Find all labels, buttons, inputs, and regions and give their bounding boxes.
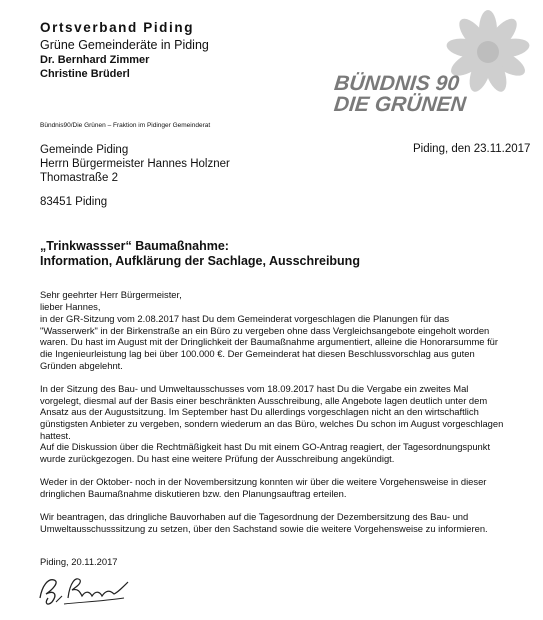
subject-line: „Trinkwassser“ Baumaßnahme: xyxy=(40,239,229,253)
text-line: Gründen abgelehnt. xyxy=(40,359,123,371)
text-line: günstigsten Anbieter zu vergeben, sondern wiederum an das Büro, welches Du schon im August vorgeschlagen xyxy=(40,418,504,430)
sender-line: Bündnis90/Die Grünen – Fraktion im Pidinger Gemeinderat xyxy=(40,122,211,129)
salutation-line: lieber Hannes, xyxy=(40,300,101,312)
paragraph xyxy=(40,476,532,499)
text-line: Umweltausschusssitzung zu setzen, über den Sachstand sowie die weitere Vorgehensweise zu informieren. xyxy=(40,522,488,534)
org-subtitle: Grüne Gemeinderäte in Piding xyxy=(40,38,209,52)
closing-place-date: Piding, 20.11.2017 xyxy=(40,556,118,567)
person-name: Dr. Bernhard Zimmer xyxy=(40,54,150,66)
logo-line2: DIE GRÜNEN xyxy=(332,93,468,116)
salutation xyxy=(40,289,532,312)
paragraph xyxy=(40,383,532,442)
text-line: vorgelegt, diesmal auf der Basis einer beschränkten Ausschreibung, alle Angebote lagen deutlich unter dem xyxy=(40,394,488,406)
text-line: in der GR-Sitzung vom 2.08.2017 hast Du dem Gemeinderat vorgeschlagen die Planungen für das xyxy=(40,313,450,324)
person-name: Christine Brüderl xyxy=(40,68,130,80)
signature-icon xyxy=(34,568,134,608)
letter-date: Piding, den 23.11.2017 xyxy=(413,143,531,155)
text-line: Ansatz aus der Augustsitzung. Im September hast Du allerdings vorgeschlagen nicht an den wirtschaftlich xyxy=(40,406,479,418)
paragraph xyxy=(40,441,532,464)
text-line: Weder in der Oktober- noch in der Novembersitzung konnten wir über die weitere Vorgehensweise in dieser xyxy=(40,476,487,487)
text-line: waren. Du hast im August mit der Dringlichkeit der Baumaßnahme argumentiert, alleine die Honorarsumme für xyxy=(40,336,499,348)
paragraph xyxy=(40,511,532,534)
recipient-person: Herrn Bürgermeister Hannes Holzner xyxy=(40,158,230,170)
text-line: dringlichen Baumaßnahme diskutieren bzw. den Planungsauftrag erteilen. xyxy=(40,487,347,499)
text-line: die Ingenieurleistung lag bei über 100.000 €. Der Gemeinderat hat diesen Beschlussvorschlag aus guten xyxy=(40,348,475,360)
party-logo xyxy=(330,10,536,120)
text-line: In der Sitzung des Bau- und Umweltausschusses vom 18.09.2017 hast Du die Vergabe ein zweites Mal xyxy=(40,383,469,394)
salutation-line: Sehr geehrter Herr Bürgermeister, xyxy=(40,289,182,300)
text-line: Wir beantragen, das dringliche Bauvorhaben auf die Tagesordnung der Dezembersitzung des Bau- und xyxy=(40,511,469,522)
org-name: Ortsverband Piding xyxy=(40,20,195,35)
text-line: hattest. xyxy=(40,429,71,441)
text-line: Auf die Diskussion über die Rechtmäßigkeit hast Du mit einem GO-Antrag reagiert, der Tagesordnungspunkt xyxy=(40,441,491,452)
text-line: wurde zurückgezogen. Du hast eine weitere Prüfung der Ausschreibung angekündigt. xyxy=(40,452,395,464)
logo-line1: BÜNDNIS 90 xyxy=(333,72,461,95)
text-line: "Wasserwerk" in der Birkenstraße an ein Büro zu vergeben ohne dass Vergleichsangebote eingeholt worden xyxy=(40,324,490,336)
recipient-street: Thomastraße 2 xyxy=(40,172,118,184)
paragraph xyxy=(40,313,532,372)
recipient-name: Gemeinde Piding xyxy=(40,144,129,156)
recipient-city: 83451 Piding xyxy=(40,196,108,208)
subject-line: Information, Aufklärung der Sachlage, Ausschreibung xyxy=(40,254,360,268)
